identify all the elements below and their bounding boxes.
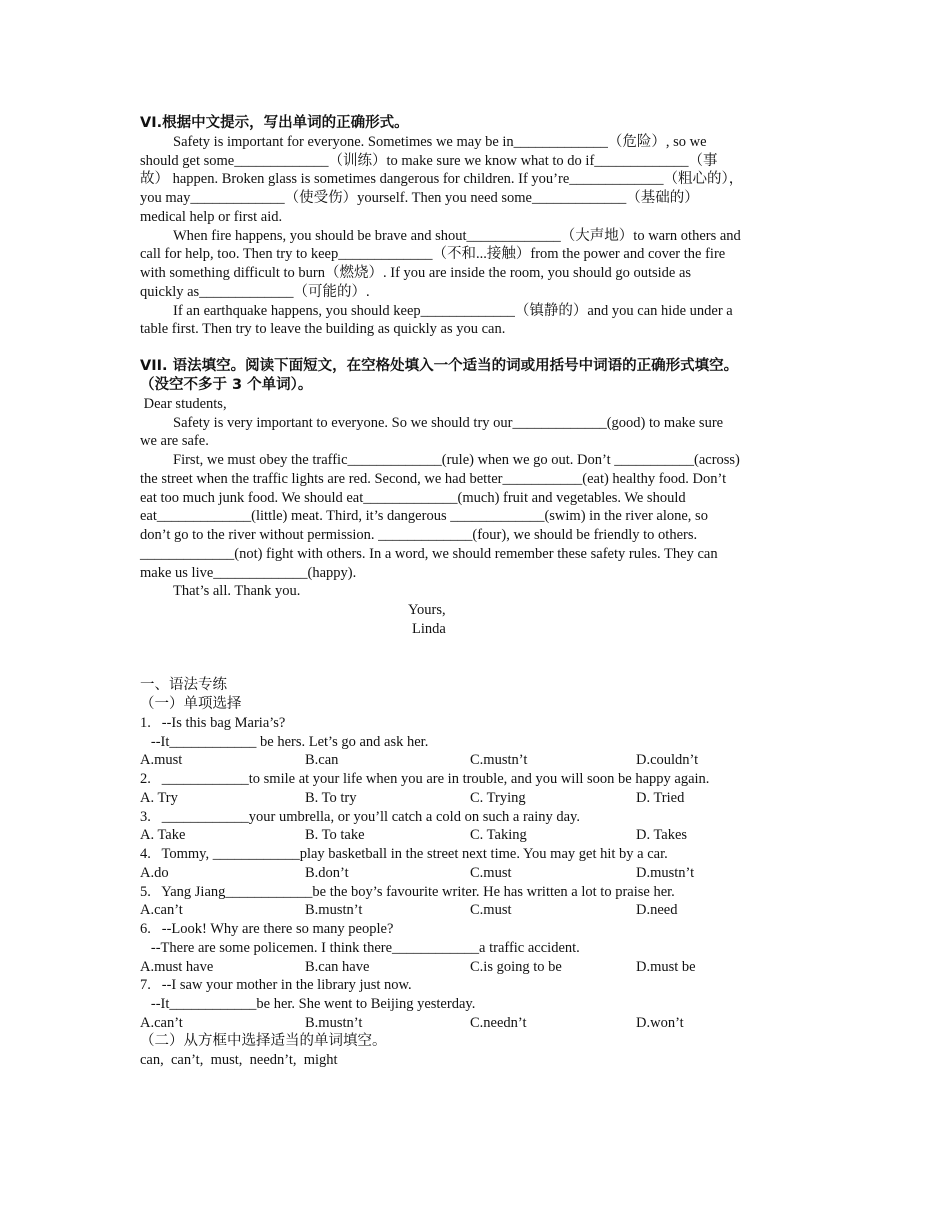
section-7-line: First, we must obey the traffic_____________(rule) when we go out. Don’t ___________(across) — [173, 452, 740, 468]
option-a[interactable]: A. Try — [140, 790, 178, 806]
option-b[interactable]: B.can have — [305, 959, 370, 975]
option-d[interactable]: D.won’t — [636, 1015, 684, 1031]
question-stem: 1. --Is this bag Maria’s? — [140, 715, 286, 731]
option-c[interactable]: C. Taking — [470, 827, 527, 843]
option-d[interactable]: D. Takes — [636, 827, 688, 843]
letter-closing: Yours, — [408, 602, 446, 618]
section-7-line: Safety is very important to everyone. So we should try our_____________(good) to make sure — [173, 415, 724, 431]
letter-salutation: Dear students, — [140, 396, 227, 412]
option-c[interactable]: C.is going to be — [470, 959, 562, 975]
question-stem: --It____________be her. She went to Beijing yesterday. — [140, 996, 476, 1012]
option-c[interactable]: C. Trying — [470, 790, 526, 806]
section-7-line: the street when the traffic lights are red. Second, we had better___________(eat) healthy food. Don’t — [140, 471, 727, 487]
option-b[interactable]: B. To try — [305, 790, 357, 806]
option-a[interactable]: A.can’t — [140, 902, 183, 918]
section-7-line: _____________(not) fight with others. In a word, we should remember these safety rules. They can — [140, 546, 718, 562]
section-6-line: you may_____________（使受伤）yourself. Then you need some_____________（基础的） — [140, 190, 699, 206]
question-stem: 2. ____________to smile at your life when you are in trouble, and you will soon be happy again. — [140, 771, 710, 787]
section-6-line: should get some_____________（训练）to make sure we know what to do if_____________（事 — [140, 153, 718, 169]
section-7-heading: VII. 语法填空。阅读下面短文，在空格处填入一个适当的词或用括号中词语的正确形式填空。 — [140, 358, 739, 374]
option-b[interactable]: B.mustn’t — [305, 1015, 363, 1031]
section-7-line: eat too much junk food. We should eat_____________(much) fruit and vegetables. We should — [140, 490, 686, 506]
option-b[interactable]: B.mustn’t — [305, 902, 363, 918]
option-c[interactable]: C.must — [470, 865, 512, 881]
section-6-line: 故） happen. Broken glass is sometimes dangerous for children. If you’re_____________（粗心的）， — [140, 171, 744, 187]
section-7-line: eat_____________(little) meat. Third, it’s dangerous _____________(swim) in the river alone, so — [140, 508, 708, 524]
word-bank: can, can’t, must, needn’t, might — [140, 1052, 338, 1068]
section-6-line: quickly as_____________（可能的）. — [140, 284, 370, 300]
word-bank-subtitle: （二）从方框中选择适当的单词填空。 — [140, 1033, 387, 1049]
option-c[interactable]: C.must — [470, 902, 512, 918]
option-d[interactable]: D.mustn’t — [636, 865, 695, 881]
option-a[interactable]: A.can’t — [140, 1015, 183, 1031]
option-d[interactable]: D.couldn’t — [636, 752, 699, 768]
section-6-line: medical help or first aid. — [140, 209, 283, 225]
section-6-line: with something difficult to burn（燃烧）. If you are inside the room, you should go outside as — [140, 265, 692, 281]
grammar-title: 一、语法专练 — [140, 677, 227, 693]
section-7-line: That’s all. Thank you. — [173, 583, 301, 599]
option-a[interactable]: A. Take — [140, 827, 186, 843]
letter-signature: Linda — [412, 621, 446, 637]
option-d[interactable]: D.must be — [636, 959, 696, 975]
question-stem: 3. ____________your umbrella, or you’ll catch a cold on such a rainy day. — [140, 809, 580, 825]
question-stem: --It____________ be hers. Let’s go and ask her. — [140, 734, 429, 750]
option-d[interactable]: D.need — [636, 902, 678, 918]
option-c[interactable]: C.mustn’t — [470, 752, 528, 768]
option-b[interactable]: B.can — [305, 752, 339, 768]
option-b[interactable]: B. To take — [305, 827, 365, 843]
section-6-line: When fire happens, you should be brave and shout_____________（大声地）to warn others and — [173, 228, 741, 244]
option-a[interactable]: A.must — [140, 752, 183, 768]
section-7-line: we are safe. — [140, 433, 209, 449]
question-stem: 7. --I saw your mother in the library just now. — [140, 977, 412, 993]
option-d[interactable]: D. Tried — [636, 790, 685, 806]
section-6-heading: VI.根据中文提示，写出单词的正确形式。 — [140, 115, 409, 131]
question-stem: 5. Yang Jiang____________be the boy’s favourite writer. He has written a lot to praise her. — [140, 884, 675, 900]
question-stem: 4. Tommy, ____________play basketball in the street next time. You may get hit by a car. — [140, 846, 668, 862]
multiple-choice-subtitle: （一）单项选择 — [140, 696, 242, 712]
option-b[interactable]: B.don’t — [305, 865, 349, 881]
option-c[interactable]: C.needn’t — [470, 1015, 527, 1031]
section-6-line: If an earthquake happens, you should keep_____________（镇静的）and you can hide under a — [173, 303, 733, 319]
question-stem: 6. --Look! Why are there so many people? — [140, 921, 394, 937]
question-stem: --There are some policemen. I think there____________a traffic accident. — [140, 940, 580, 956]
section-6-line: Safety is important for everyone. Sometimes we may be in_____________（危险）, so we — [173, 134, 707, 150]
option-a[interactable]: A.must have — [140, 959, 214, 975]
section-7-heading-note: （没空不多于 3 个单词）。 — [140, 377, 313, 393]
option-a[interactable]: A.do — [140, 865, 169, 881]
section-7-line: don’t go to the river without permission. _____________(four), we should be friendly to others. — [140, 527, 698, 543]
section-6-line: call for help, too. Then try to keep_____________（不和...接触）from the power and cover the fire — [140, 246, 726, 262]
section-6-line: table first. Then try to leave the building as quickly as you can. — [140, 321, 506, 337]
section-7-line: make us live_____________(happy). — [140, 565, 357, 581]
